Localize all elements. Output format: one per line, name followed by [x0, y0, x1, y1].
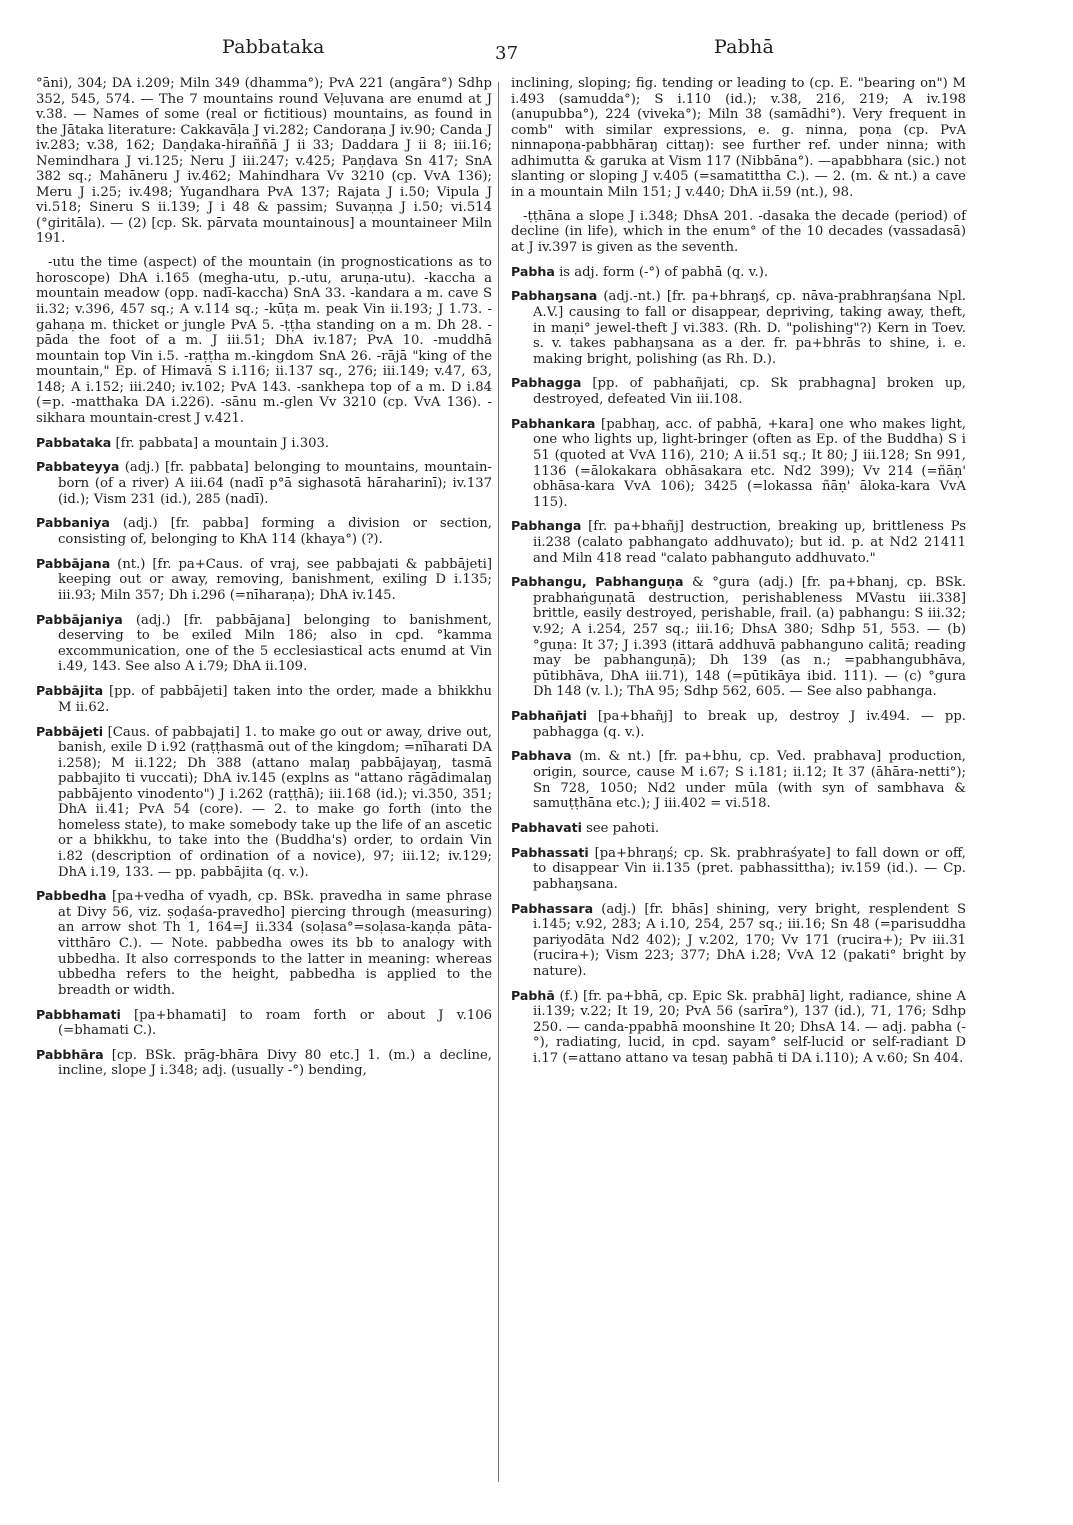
headword: Pabhanga — [511, 518, 582, 534]
entry-continuation — [511, 76, 966, 200]
entry-text: is adj. form (-°) of pabhā (q. v.). — [554, 264, 769, 280]
entry-continuation — [36, 76, 492, 247]
dictionary-entry — [36, 435, 492, 452]
entry-text: [pa+vedha of vyadh, cp. BSk. pravedha in same phrase at Divy 56, viz. ṣoḍaśa-pravedho] piercing through (measuring) an arrow shot Th 1, 164=J ii.334 (soḷasa°=soḷasa-kaṇḍa pāta-vitthāro C.). — Note. pabbedha owes its bb to analogy with ubbedha. It also corresponds to the latter in meaning: whereas ubbedha refers to the height, pabbedha is applied to the breadth or width. — [58, 889, 492, 998]
entry-text: & °gura (adj.) [fr. pa+bhanj, cp. BSk. prabhaṅguṇatā destruction, perishableness MVastu iii.338] brittle, easily destroyed, perishable, frail. (a) pabhangu: S iii.32; v.92; A i.254, 257 sq.; iii.16; DhsA 380; Sdhp 51, 553. — (b) °guṇa: It 37; J i.393 (ittarā addhuvā pabhanguno calitā; reading may be pabhanguṇā); Dh 139 (as n.; =pabhangubhāva, pūtibhāva, DhA iii.71), 148 (=pūtikāya ibid. 111). — (c) °gura Dh 148 (v. l.); ThA 95; Sdhp 562, 605. — See also pabhanga. — [533, 575, 967, 700]
entry-text: [Caus. of pabbajati] 1. to make go out or away, drive out, banish, exile D i.92 (raṭṭhasmā out of the kingdom; =nīharati DA i.258); M ii.122; Dh 388 (attano malaŋ pabbājayaŋ, tasmā pabbajito ti vuccati); DhA iv.145 (explns as "attano rāgādimalaŋ pabbājento vinodento") J i.262 (raṭṭhā); iii.168 (id.); vi.350, 351; DhA ii.41; PvA 54 (core). — 2. to make go forth (into the homeless state), to make somebody take up the life of an ascetic or a bhikkhu, to take into the (Buddha's) order, to ordain Vin i.82 (description of ordination of a novice), 97; iii.12; iv.129; DhA i.19, 133. — pp. pabbājita (q. v.). — [58, 724, 492, 880]
dictionary-entry — [511, 988, 966, 1067]
entry-text: [pp. of pabhañjati, cp. Sk prabhagna] broken up, destroyed, defeated Vin iii.108. — [533, 376, 966, 408]
headword: Pabhankara — [511, 415, 596, 431]
headword: Pabhavati — [511, 819, 582, 835]
compound-subentries — [511, 209, 966, 256]
headword: Pabhangu, Pabhanguṇa — [511, 574, 684, 590]
dictionary-entry — [36, 683, 492, 715]
headword: Pabbājeti — [36, 723, 104, 739]
dictionary-entry — [511, 820, 966, 837]
entry-text: see pahoti. — [581, 820, 660, 836]
running-head-right: Pabhā — [714, 36, 774, 58]
dictionary-entry — [36, 888, 492, 998]
headword: Pabbaniya — [36, 515, 110, 531]
dictionary-entry — [36, 459, 492, 507]
entry-text: [pa+bhañj] to break up, destroy J iv.494. — pp. pabhagga (q. v.). — [533, 709, 966, 740]
dictionary-entry — [511, 288, 966, 367]
headword: Pabbataka — [36, 434, 112, 450]
dictionary-entry — [511, 574, 966, 699]
entry-text: (f.) [fr. pa+bhā, cp. Epic Sk. prabhā] light, radiance, shine A ii.139; v.22; It 19, 20; PvA 56 (sarīra°), 137 (id.), 71, 176; Sdhp 250. — canda-ppabhā moonshine It 20; DhsA 14. — adj. pabha (-°), radiating, lucid, in cpd. sayam° self-lucid or self-radiant D i.17 (=attano attano va tesaŋ pabhā ti DA i.110); A v.60; Sn 404. — [533, 988, 966, 1066]
entry-text: inclining, sloping; fig. tending or leading to (cp. E. "bearing on") M i.493 (samudda°); S i.110 (id.); v.38, 216, 219; A iv.198 (anupubba°), 224 (viveka°); Miln 38 (samādhi°). Very frequent in comb" with similar expressions, e. g. ninna, poṇa (cp. PvA ninnapoṇa-pabbhāraŋ cittaŋ): see further ref. under ninna; with adhimutta & garuka at Vism 117 (Nibbāna°). —apabbhara (sic.) not slanting or sloping J v.405 (=samatittha C.). — 2. (m. & nt.) a cave in a mountain Miln 151; J v.440; DhA ii.59 (nt.), 98. — [511, 76, 966, 200]
headword: Pabbhamati — [36, 1006, 121, 1022]
entry-text: °āni), 304; DA i.209; Miln 349 (dhamma°); PvA 221 (angāra°) Sdhp 352, 545, 574. — The 7 mountains round Veḷuvana are enumd at J v.38. — Names of some (real or fictitious) mountains, as found in the Jātaka literature: Cakkavāḷa J vi.282; Candoraṇa J iv.90; Canda J iv.283; v.38, 162; Daṇḍaka-hiraññā J ii 33; Daddara J ii 8; iii.16; Nemindhara J vi.125; Neru J iii.247; v.425; Paṇḍava Sn 417; SnA 382 sq.; Mahāneru J iv.462; Mahindhara Vv 3210 (cp. VvA 136); Meru J i.25; iv.498; Yugandhara PvA 137; Rajata J i.50; Vipula J vi.518; Sineru S ii.139; J i 48 & passim; Suvaṇṇa J i.50; vi.514 (°giritāla). — (2) [cp. Sk. pārvata mountainous] a mountaineer Miln 191. — [36, 76, 492, 247]
compound-subentries — [36, 255, 492, 426]
entry-text: [fr. pa+bhañj] destruction, breaking up, brittleness Ps ii.238 (calato pabhangato addhuvato); but id. p. at Nd2 21411 and Miln 418 read "calato pabhanguto addhuvato." — [533, 519, 966, 566]
headword: Pabbateyya — [36, 459, 120, 475]
entry-text: [pa+bhamati] to roam forth or about J v.106 (=bhamati C.). — [58, 1007, 492, 1039]
entry-text: (nt.) [fr. pa+Caus. of vraj, see pabbajati & pabbājeti] keeping out or away, removing, banishment, exiling D i.135; iii.93; Miln 357; Dh i.296 (=nīharaṇa); DhA iv.145. — [58, 556, 492, 603]
headword: Pabhaŋsana — [511, 288, 598, 304]
headword: Pabbhāra — [36, 1046, 104, 1062]
entry-text: [cp. BSk. prāg-bhāra Divy 80 etc.] 1. (m.) a decline, incline, slope J i.348; adj. (usually -°) bending, — [58, 1047, 492, 1079]
entry-text: (adj.) [fr. pabbājana] belonging to banishment, deserving to be exiled Miln 186; also in cpd. °kamma excommunication, one of the 5 ecclesiastical acts enumd at Vin i.49, 143. See also A i.79; DhA ii.109. — [58, 612, 492, 675]
headword: Pabhassara — [511, 900, 594, 916]
headword: Pabhā — [511, 987, 555, 1003]
dictionary-entry — [36, 1047, 492, 1079]
headword: Pabbājaniya — [36, 611, 123, 627]
column-divider — [498, 82, 499, 1482]
dictionary-entry — [511, 416, 966, 510]
headword: Pabhava — [511, 748, 572, 764]
entry-text: [pa+bhraŋś; cp. Sk. prabhraśyate] to fall down or off, to disappear Vin ii.135 (pret. pabhassittha); iv.159 (id.). — Cp. pabhaŋsana. — [533, 845, 966, 892]
entry-text: (adj.) [fr. bhās] shining, very bright, resplendent S i.145; v.92, 283; A i.10, 254, 257 sq.; iii.16; Sn 48 (=parisuddha pariyodāta Nd2 402); J v.202, 170; Vv 171 (rucira+); Pv iii.31 (rucira+); Vism 223; 377; DhA i.28; VvA 12 (pakati° bright by nature). — [533, 901, 966, 979]
headword: Pabhassati — [511, 844, 589, 860]
dictionary-entry — [511, 901, 966, 980]
dictionary-entry — [511, 748, 966, 811]
headword: Pabbedha — [36, 888, 107, 904]
dictionary-entry — [36, 612, 492, 675]
dictionary-entry — [511, 845, 966, 893]
dictionary-entry — [36, 515, 492, 547]
entry-text: -utu the time (aspect) of the mountain (in prognostications as to horoscope) DhA i.165 (megha-utu, p.-utu, aruṇa-utu). -kaccha a mountain meadow (opp. nadī-kaccha) SnA 33. -kandara a m. cave S ii.32; v.396, 457 sq.; A v.114 sq.; -kūṭa m. peak Vin ii.193; J 1.73. -gahaṇa m. thicket or jungle PvA 5. -ṭṭha standing on a m. Dh 28. -pāda the foot of a m. J iii.51; DhA iv.187; PvA 10. -muddhā mountain top Vin i.5. -raṭṭha m.-kingdom SnA 26. -rājā "king of the mountain," Ep. of Himavā S i.116; ii.137 sq., 276; iii.149; v.47, 63, 148; A i.152; iii.240; iv.102; PvA 143. -sankhepa top of a m. D i.84 (=p. -matthaka DA i.226). -sānu m.-glen Vv 3210 (cp. VvA 136). -sikhara mountain-crest J v.421. — [36, 255, 492, 426]
headword: Pabhañjati — [511, 708, 587, 724]
entry-text: [pp. of pabbājeti] taken into the order, made a bhikkhu M ii.62. — [58, 684, 492, 715]
dictionary-entry — [36, 556, 492, 604]
entry-text: (adj.) [fr. pabba] forming a division or section, consisting of, belonging to KhA 114 (khaya°) (?). — [58, 516, 492, 547]
dictionary-entry — [36, 1007, 492, 1039]
headword: Pabbājita — [36, 683, 104, 699]
dictionary-entry — [511, 264, 966, 281]
dictionary-entry — [36, 724, 492, 880]
page-number: 37 — [495, 43, 519, 64]
dictionary-entry — [511, 375, 966, 407]
entry-text: (m. & nt.) [fr. pa+bhu, cp. Ved. prabhava] production, origin, source, cause M i.67; S i.181; ii.12; It 37 (āhāra-netti°); Sn 728, 1050; Nd2 under mūla (with syn of sambhava & samuṭṭhāna etc.); J iii.402 = vi.518. — [533, 749, 966, 812]
headword: Pabhagga — [511, 375, 582, 391]
entry-text: (adj.-nt.) [fr. pa+bhraŋś, cp. nāva-prabhraŋśana Npl. A.V.] causing to fall or disappear, depriving, taking away, theft, in maṇi° jewel-theft J vi.383. (Rh. D. "polishing"?) Kern in Toev. s. v. takes pabhaŋsana as a der. fr. pa+bhrās to shine, i. e. making bright, polishing (as Rh. D.). — [533, 289, 966, 367]
headword: Pabha — [511, 263, 555, 279]
entry-text: [fr. pabbata] a mountain J i.303. — [111, 435, 330, 451]
left-column — [36, 76, 492, 1087]
entry-text: [pabhaŋ, acc. of pabhā, +kara] one who makes light, one who lights up, light-bringer (often as Ep. of the Buddha) S i 51 (quoted at VvA 116), 210; A ii.51 sq.; It 80; J iii.128; Sn 991, 1136 (=ālokakara obhāsakara etc. Nd2 399); Vv 214 (=ñāṇ' obhāsa-kara VvA 106); 3425 (=lokassa ñāṇ' āloka-kara VvA 115). — [533, 416, 966, 510]
dictionary-entry — [511, 708, 966, 740]
entry-text: -ṭṭhāna a slope J i.348; DhsA 201. -dasaka the decade (period) of decline (in life), which in the enum° of the 10 decades (vassadasā) at J iv.397 is given as the seventh. — [511, 208, 966, 255]
entry-text: (adj.) [fr. pabbata] belonging to mountains, mountain-born (of a river) A iii.64 (nadī p°ā sighasotā hāraharinī); iv.137 (id.); Vism 231 (id.), 285 (nadī). — [58, 460, 492, 507]
headword: Pabbājana — [36, 555, 111, 571]
right-column — [511, 76, 966, 1075]
running-head-left: Pabbataka — [222, 36, 325, 58]
dictionary-entry — [511, 518, 966, 566]
